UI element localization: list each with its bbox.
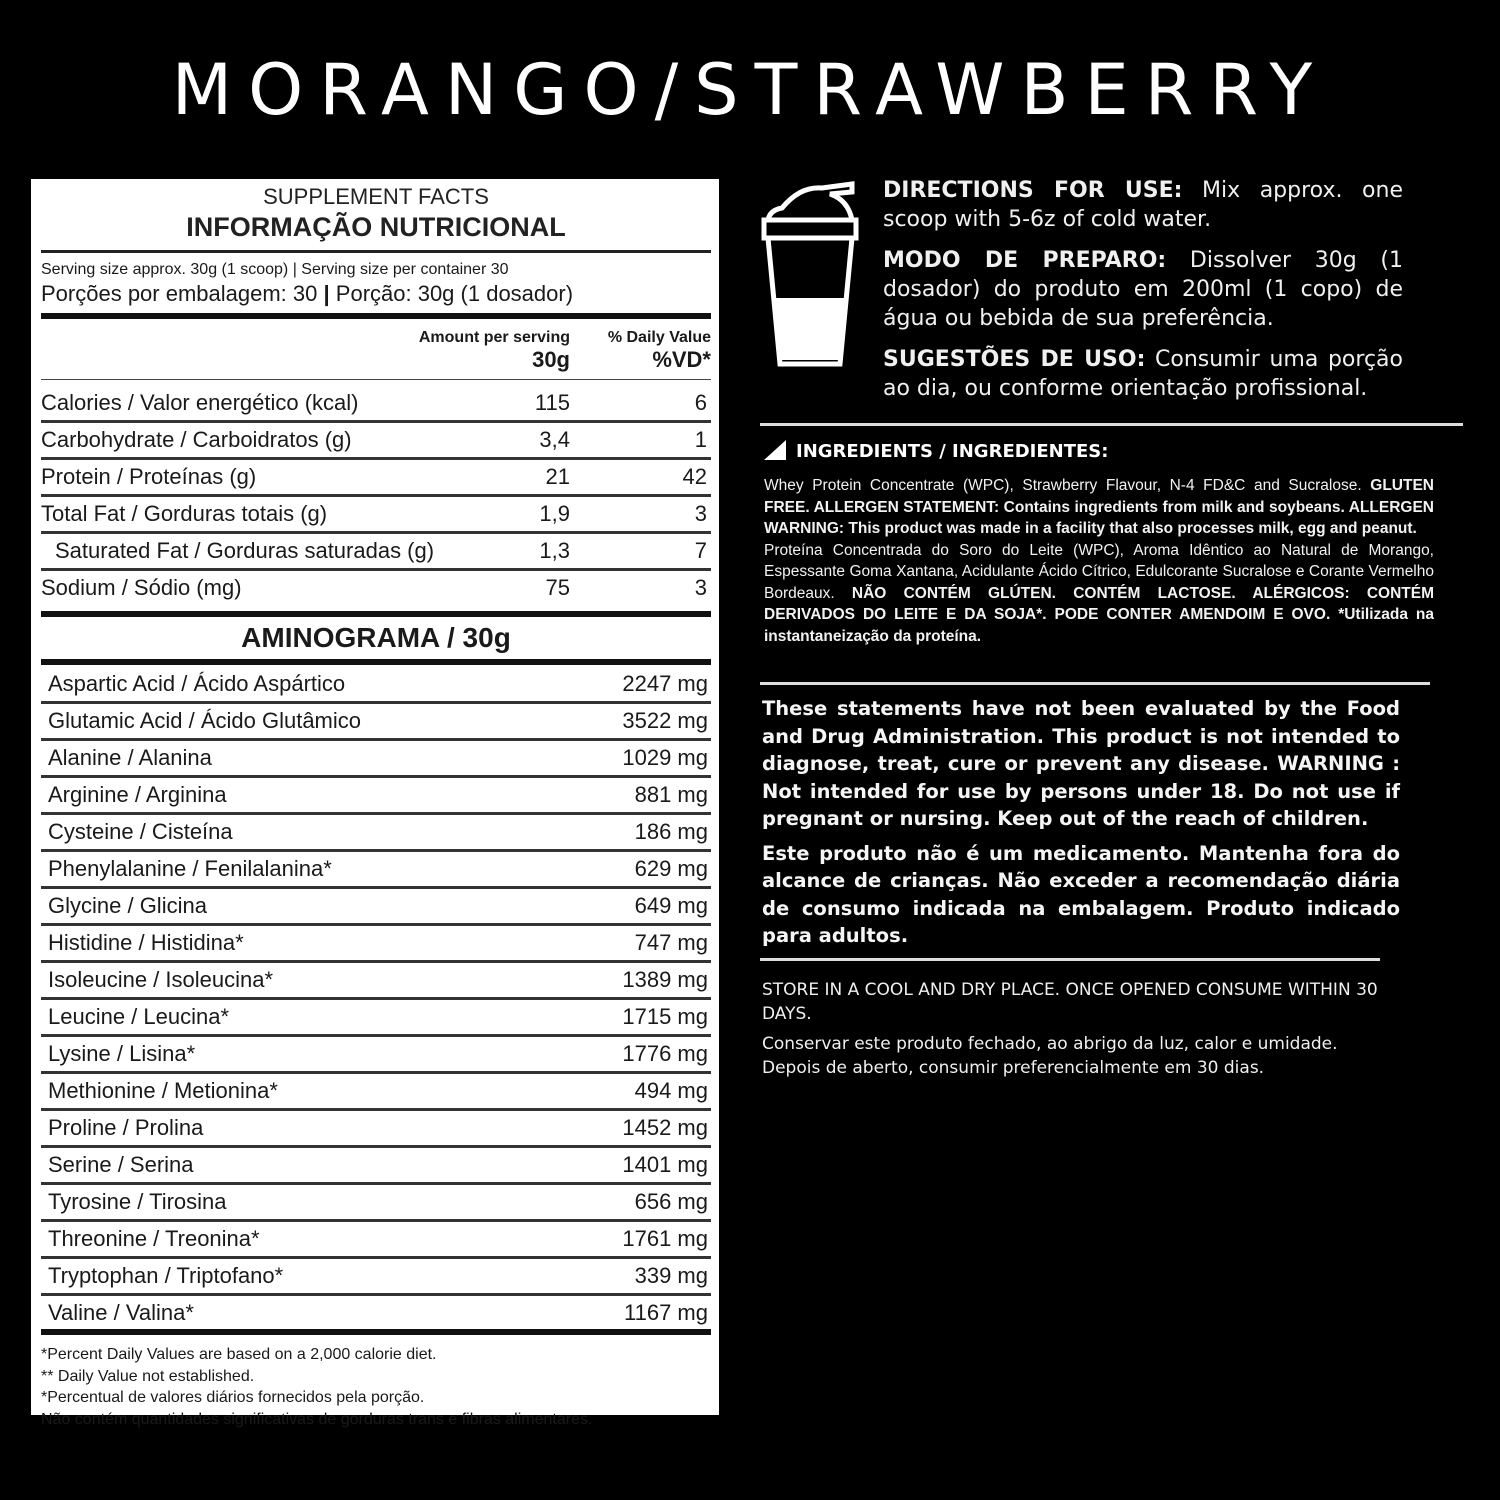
amino-name: Cysteine / Cisteína — [48, 819, 233, 844]
amino-value: 1761 mg — [622, 1226, 708, 1251]
nutrient-table — [41, 386, 711, 605]
amino-row — [41, 1111, 711, 1148]
nutrient-dv: 1 — [694, 427, 707, 452]
warning-pt: Este produto não é um medicamento. Mantenha fora do alcance de crianças. Não exceder a recomendação diária de consumo indicada na embalagem. Produto indicado para adultos. — [762, 841, 1400, 947]
aminogram-title: AMINOGRAMA / 30g — [241, 622, 511, 653]
amino-value: 1401 mg — [622, 1152, 708, 1177]
divider — [41, 250, 711, 253]
amino-name: Leucine / Leucina* — [48, 1004, 230, 1029]
amino-name: Methionine / Metionina* — [48, 1078, 278, 1103]
amino-name: Tryptophan / Triptofano* — [48, 1263, 284, 1288]
amino-name: Tyrosine / Tirosina — [48, 1189, 227, 1214]
footnote: *Percent Daily Values are based on a 2,000 calorie diet. — [41, 1346, 437, 1363]
storage-en: STORE IN A COOL AND DRY PLACE. ONCE OPENED CONSUME WITHIN 30 DAYS. — [762, 980, 1378, 1024]
storage-pt: Conservar este produto fechado, ao abrigo da luz, calor e umidade. Depois de aberto, consumir preferencialmente em 30 dias. — [762, 1034, 1338, 1078]
amino-value: 186 mg — [634, 819, 708, 844]
nutrient-amount: 1,3 — [539, 538, 570, 563]
footnote: *Percentual de valores diários fornecidos pela porção. — [41, 1389, 425, 1406]
amino-row — [41, 926, 711, 963]
amino-name: Aspartic Acid / Ácido Aspártico — [48, 671, 346, 696]
amino-row — [41, 1148, 711, 1185]
amino-value: 339 mg — [634, 1263, 708, 1288]
nutrient-row — [41, 386, 711, 423]
warning-en: These statements have not been evaluated by the Food and Drug Administration. This product is not intended to diagnose, treat, cure or prevent any disease. WARNING : Not intended for use by persons under 18. Do not use if pregnant or nursing. Keep out of the reach of children. — [762, 697, 1400, 830]
nutrient-dv: 7 — [694, 538, 707, 563]
allergen-statement-en: GLUTEN FREE. ALLERGEN STATEMENT: Contains ingredients from milk and soybeans. ALLERGEN WARNING: This product was made in a facility that also processes milk, egg and peanut. — [764, 477, 1434, 537]
nutrient-name: Saturated Fat / Gorduras saturadas (g) — [55, 538, 435, 563]
amino-value: 881 mg — [634, 782, 708, 807]
amino-row — [41, 778, 711, 815]
nutrient-amount: 21 — [545, 464, 570, 489]
label-footnotes — [41, 1344, 711, 1430]
amino-value: 3522 mg — [622, 708, 708, 733]
ingredients-text — [764, 475, 1434, 647]
serving-size-pt — [41, 279, 711, 309]
amino-row — [41, 1000, 711, 1037]
ingredients-heading: INGREDIENTS / INGREDIENTES: — [764, 440, 1108, 464]
amino-row — [41, 1185, 711, 1222]
amino-row — [41, 1222, 711, 1259]
amino-name: Proline / Prolina — [48, 1115, 204, 1140]
amino-row — [41, 667, 711, 704]
amino-name: Arginine / Arginina — [48, 782, 227, 807]
amino-value: 656 mg — [634, 1189, 708, 1214]
amino-row — [41, 852, 711, 889]
footnote: Não contém quantidades significativas de gorduras trans e fibras alimentares. — [41, 1410, 593, 1428]
servings-per-package: Porções por embalagem: 30 — [41, 281, 318, 306]
directions-en: DIRECTIONS FOR USE: Mix approx. one scoop with 5-6z of cold water. — [883, 178, 1403, 232]
serving-size-en: Serving size approx. 30g (1 scoop) | Serving size per container 30 — [41, 261, 509, 278]
amount-column-header: Amount per serving 30g — [418, 329, 570, 372]
amino-value: 1452 mg — [622, 1115, 708, 1140]
nutrient-row — [41, 571, 711, 605]
footnote: ** Daily Value not established. — [41, 1367, 255, 1385]
ingredients-en: Whey Protein Concentrate (WPC), Strawberry Flavour, N-4 FD&C and Sucralose. — [764, 477, 1362, 494]
supplement-facts-heading: SUPPLEMENT FACTS — [263, 184, 489, 209]
page-title: MORANGO/STRAWBERRY — [171, 49, 1329, 131]
amino-name: Alanine / Alanina — [48, 745, 212, 770]
nutrient-dv: 3 — [694, 501, 707, 526]
amino-row — [41, 1074, 711, 1111]
divider — [760, 958, 1380, 961]
amino-name: Isoleucine / Isoleucina* — [48, 967, 274, 992]
amino-value: 494 mg — [634, 1078, 708, 1103]
ingredients-pt: Proteína Concentrada do Soro do Leite (WPC), Aroma Idêntico ao Natural de Morango, Espessante Goma Xantana, Acidulante Ácido Cítrico, Edulcorante Sucralose e Corante Vermelho Bordeaux. — [764, 541, 1434, 602]
directions-block — [883, 176, 1403, 415]
nutrient-row — [41, 423, 711, 460]
nutrient-row — [41, 460, 711, 497]
amino-name: Threonine / Treonina* — [48, 1226, 260, 1251]
nutrient-dv: 6 — [694, 390, 707, 415]
serving-portion: Porção: 30g (1 dosador) — [335, 281, 574, 306]
amino-value: 747 mg — [634, 930, 708, 955]
amino-name: Phenylalanine / Fenilalanina* — [48, 856, 332, 881]
nutrient-amount: 3,4 — [539, 427, 570, 452]
amino-value: 1715 mg — [622, 1004, 708, 1029]
amino-row — [41, 1037, 711, 1074]
amino-row — [41, 1259, 711, 1296]
allergen-statement-pt: NÃO CONTÉM GLÚTEN. CONTÉM LACTOSE. ALÉRGICOS: CONTÉM DERIVADOS DO LEITE E DA SOJA*. PODE CONTER AMENDOIM E OVO. *Utilizada na instantaneização da proteína. — [764, 584, 1435, 645]
divider — [760, 423, 1463, 426]
nutrient-name: Total Fat / Gorduras totais (g) — [41, 501, 328, 526]
amino-name: Histidine / Histidina* — [48, 930, 244, 955]
amino-row — [41, 741, 711, 778]
amino-row — [41, 815, 711, 852]
warnings-block — [762, 695, 1400, 957]
amino-name: Glycine / Glicina — [48, 893, 207, 918]
nutrient-name: Protein / Proteínas (g) — [41, 464, 257, 489]
triangle-icon — [764, 440, 786, 460]
nutrient-dv: 42 — [682, 464, 707, 489]
amino-value: 649 mg — [634, 893, 708, 918]
nutrient-row — [41, 497, 711, 534]
nutrition-info-heading: INFORMAÇÃO NUTRICIONAL — [186, 212, 566, 242]
shaker-bottle-icon — [760, 180, 860, 370]
nutrient-row — [41, 534, 711, 571]
dv-column-header: % Daily Value %VD* — [607, 329, 711, 372]
amino-value: 1029 mg — [622, 745, 708, 770]
nutrient-name: Sodium / Sódio (mg) — [41, 575, 242, 600]
nutrient-amount: 1,9 — [539, 501, 570, 526]
amino-row — [41, 889, 711, 926]
nutrient-amount: 115 — [534, 390, 570, 415]
amino-value: 1389 mg — [622, 967, 708, 992]
nutrient-dv: 3 — [694, 575, 707, 600]
divider — [41, 659, 711, 665]
nutrient-amount: 75 — [545, 575, 570, 600]
nutrient-name: Carbohydrate / Carboidratos (g) — [41, 427, 352, 452]
usage-suggestions: SUGESTÕES DE USO: Consumir uma porção ao dia, ou conforme orientação profissional. — [883, 347, 1403, 401]
amino-name: Serine / Serina — [48, 1152, 194, 1177]
amino-name: Glutamic Acid / Ácido Glutâmico — [48, 708, 362, 733]
amino-value: 2247 mg — [622, 671, 708, 696]
amino-value: 629 mg — [634, 856, 708, 881]
amino-value: 1776 mg — [622, 1041, 708, 1066]
amino-table — [41, 667, 711, 1330]
amino-row — [41, 1296, 711, 1330]
amino-value: 1167 mg — [624, 1300, 708, 1325]
nutrition-label — [31, 179, 719, 1428]
serving-separator: | — [323, 281, 330, 306]
divider — [760, 682, 1430, 685]
amino-row — [41, 704, 711, 741]
directions-pt: MODO DE PREPARO: Dissolver 30g (1 dosador) do produto em 200ml (1 copo) de água ou bebida de sua preferência. — [883, 248, 1403, 331]
nutrient-name: Calories / Valor energético (kcal) — [41, 390, 359, 415]
amino-name: Valine / Valina* — [48, 1300, 194, 1325]
column-header — [41, 319, 711, 375]
amino-row — [41, 963, 711, 1000]
storage-block — [762, 978, 1387, 1086]
amino-name: Lysine / Lisina* — [48, 1041, 196, 1066]
